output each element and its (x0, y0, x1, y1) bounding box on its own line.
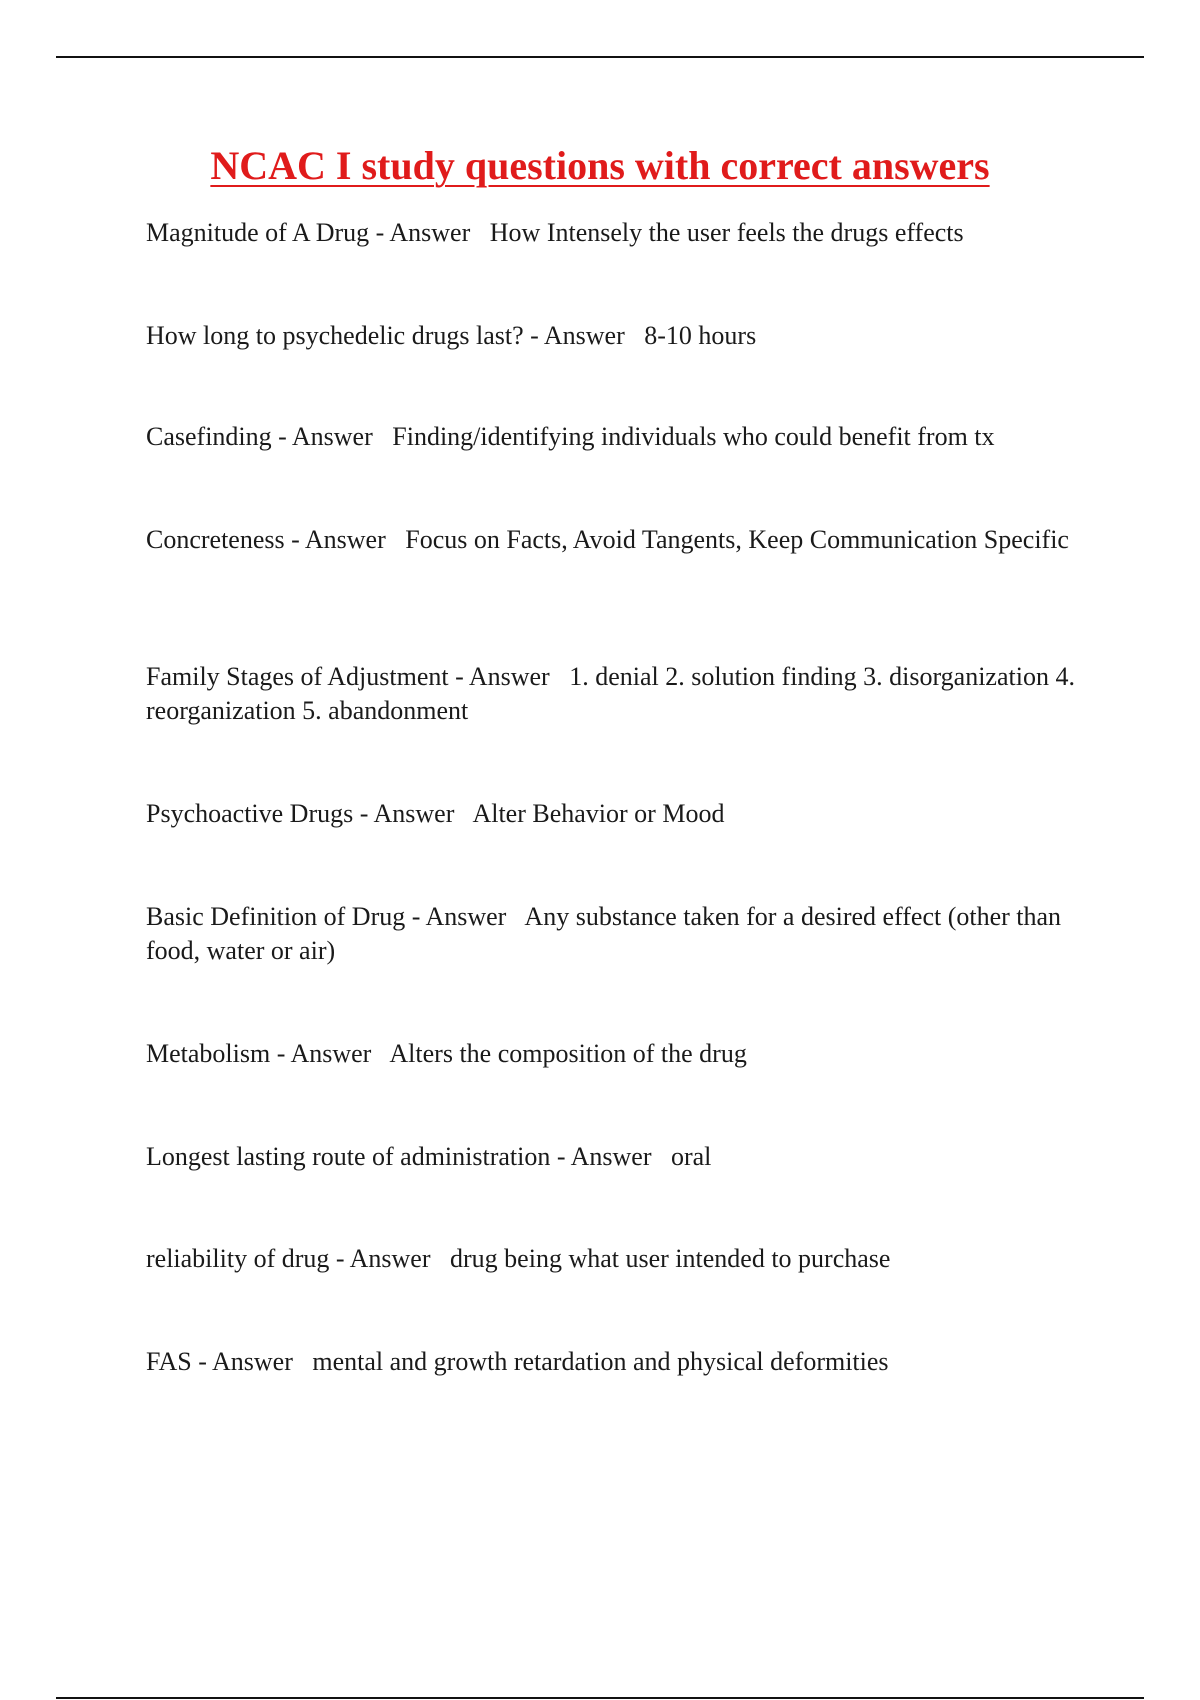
qa-answer-label: Answer (212, 1347, 293, 1376)
qa-answer-label: Answer (389, 218, 471, 247)
qa-item-4 (146, 660, 1096, 728)
qa-term: Family Stages of Adjustment (146, 662, 449, 691)
header-rule (56, 56, 1144, 58)
qa-answer: mental and growth retardation and physical deformities (312, 1347, 889, 1376)
qa-separator: - (369, 218, 390, 247)
qa-item-9 (146, 1242, 1096, 1276)
qa-term: FAS (146, 1347, 192, 1376)
qa-item-10 (146, 1345, 1096, 1379)
qa-item-2 (146, 420, 1096, 454)
qa-term: Basic Definition of Drug (146, 902, 406, 931)
qa-separator: - (448, 662, 469, 691)
qa-term: How long to psychedelic drugs last? (146, 321, 524, 350)
qa-answer: oral (670, 1142, 712, 1171)
qa-separator: - (550, 1142, 571, 1171)
qa-separator: - (329, 1244, 350, 1273)
qa-separator: - (191, 1347, 213, 1376)
qa-separator: - (270, 1039, 291, 1068)
qa-answer: Focus on Facts, Avoid Tangents, Keep Communication Specific (405, 525, 1069, 554)
qa-term: Metabolism (146, 1039, 271, 1068)
qa-term: Casefinding (146, 422, 272, 451)
qa-term: Psychoactive Drugs (146, 799, 354, 828)
qa-separator: - (271, 422, 292, 451)
qa-separator: - (353, 799, 374, 828)
qa-answer-label: Answer (543, 321, 625, 350)
qa-item-3 (146, 523, 1096, 557)
page-title: NCAC I study questions with correct answers (210, 143, 990, 188)
qa-item-6 (146, 900, 1096, 968)
qa-answer: 1. denial 2. solution finding 3. disorganization 4. reorganization 5. abandonment (146, 662, 1075, 725)
qa-answer-label: Answer (291, 422, 373, 451)
qa-answer: drug being what user intended to purchase (450, 1244, 891, 1273)
qa-item-7 (146, 1037, 1096, 1071)
qa-item-8 (146, 1140, 1096, 1174)
qa-item-5 (146, 797, 1096, 831)
qa-separator: - (405, 902, 426, 931)
qa-answer-label: Answer (290, 1039, 372, 1068)
qa-answer: How Intensely the user feels the drugs effects (489, 218, 964, 247)
qa-answer: 8-10 hours (644, 321, 757, 350)
qa-answer-label: Answer (425, 902, 507, 931)
qa-answer: Alter Behavior or Mood (472, 799, 725, 828)
footer-rule (56, 1697, 1144, 1699)
qa-item-1 (146, 319, 1096, 353)
qa-answer-label: Answer (570, 1142, 652, 1171)
qa-term: Longest lasting route of administration (146, 1142, 551, 1171)
qa-answer-label: Answer (349, 1244, 431, 1273)
qa-answer: Alters the composition of the drug (389, 1039, 747, 1068)
qa-term: reliability of drug (146, 1244, 330, 1273)
qa-term: Magnitude of A Drug (146, 218, 370, 247)
qa-separator: - (284, 525, 305, 554)
qa-answer-label: Answer (373, 799, 455, 828)
qa-item-0 (146, 216, 1096, 250)
qa-answer: Finding/identifying individuals who could benefit from tx (392, 422, 995, 451)
qa-term: Concreteness (146, 525, 285, 554)
qa-answer: Any substance taken for a desired effect (other than food, water or air) (146, 902, 1062, 965)
qa-answer-label: Answer (304, 525, 386, 554)
qa-answer-label: Answer (468, 662, 550, 691)
qa-separator: - (523, 321, 544, 350)
